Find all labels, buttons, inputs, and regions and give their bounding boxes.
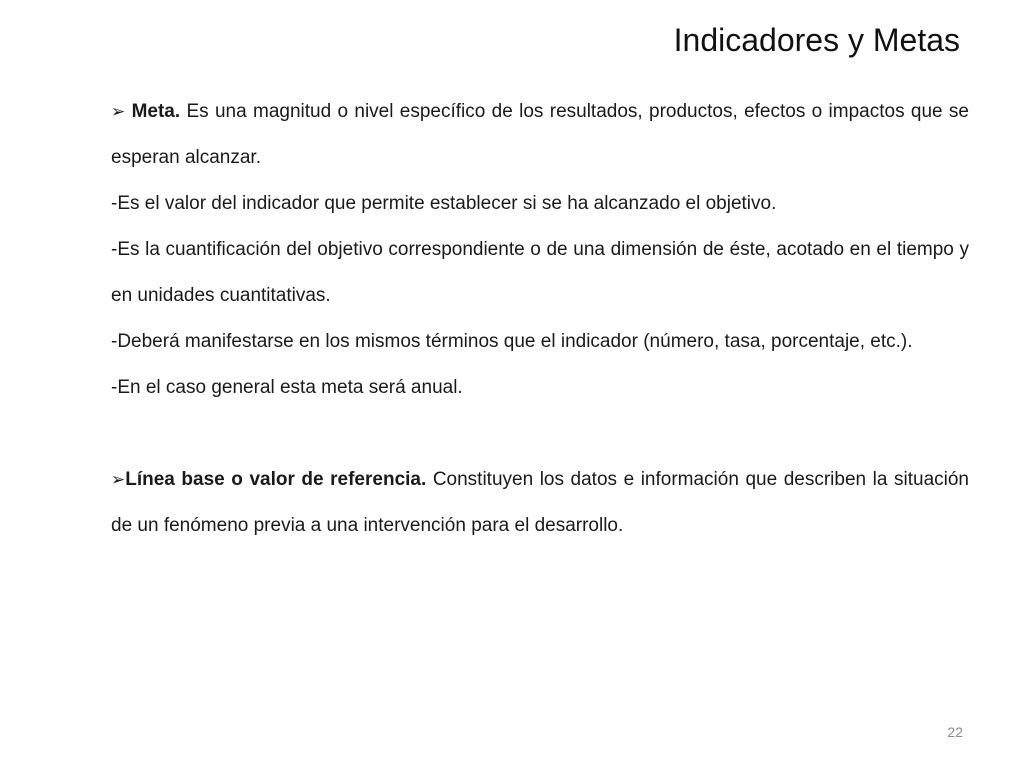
meta-point: -Es la cuantificación del objetivo correspondiente o de una dimensión de éste, acotado en el tiempo y en unidades cuantitativas. [111, 239, 969, 306]
meta-point: -En el caso general esta meta será anual. [111, 377, 463, 398]
meta-point: -Deberá manifestarse en los mismos términos que el indicador (número, tasa, porcentaje, etc.). [111, 331, 913, 352]
meta-point: -Es el valor del indicador que permite establecer si se ha alcanzado el objetivo. [111, 193, 777, 214]
page-number: 22 [947, 724, 963, 740]
arrow-bullet-icon: ➢ [111, 470, 126, 490]
slide-content [111, 89, 969, 549]
meta-definition-text: Es una magnitud o nivel específico de los resultados, productos, efectos o impactos que se esperan alcanzar. [111, 101, 969, 168]
slide-title: Indicadores y Metas [673, 22, 960, 58]
linea-base-definition-text: Constituyen los datos e información que describen la situación de un fenómeno previa a una intervención para el desarrollo. [111, 469, 969, 536]
linea-base-definition [111, 457, 969, 549]
meta-definition [111, 89, 969, 181]
arrow-bullet-icon: ➢ [111, 102, 126, 122]
meta-term: Meta. [131, 101, 181, 122]
linea-base-term: Línea base o valor de referencia. [125, 469, 427, 490]
